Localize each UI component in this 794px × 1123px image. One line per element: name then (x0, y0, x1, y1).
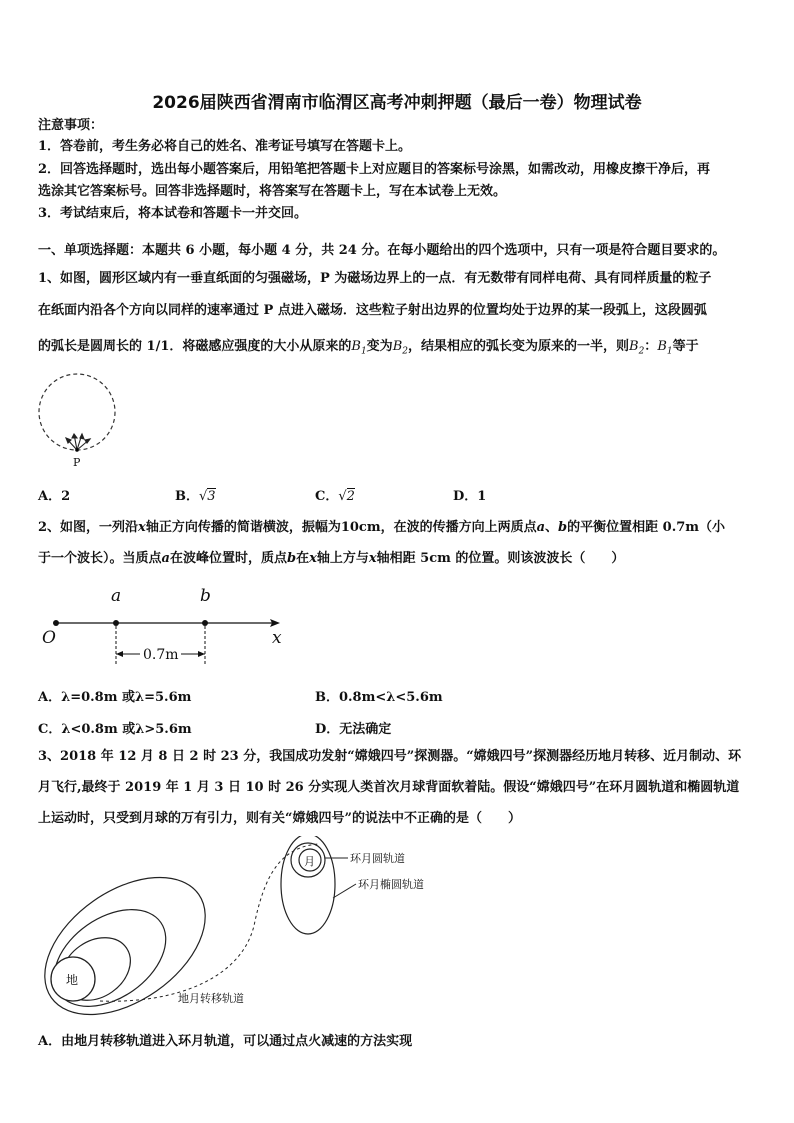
page-title: 2026届陕西省渭南市临渭区高考冲刺押题（最后一卷）物理试卷 (152, 93, 642, 113)
q2-symbol-x: x (309, 551, 317, 566)
sqrt-radicand: 2 (346, 489, 355, 504)
q1-text-part: ，结果相应的弧长变为原来的一半，则 (407, 339, 629, 354)
q2-option-b[interactable]: B．0.8m<λ<5.6m (315, 690, 443, 705)
q2-text-part: 轴上方与 (316, 551, 369, 566)
dim-arrowhead (116, 651, 123, 657)
q1-text-part: ： (644, 339, 658, 354)
transfer-orbit-label: 地月转移轨道 (178, 992, 244, 1005)
q3-text-line: 上运动时，只受到月球的万有引力，则有关“嫦娥四号”的说法中不正确的是（ ） (38, 811, 521, 826)
q2-text-part: 2、如图，一列沿 (38, 520, 139, 535)
ellip-orbit-leader (333, 884, 356, 898)
q3-text-line: 3、2018 年 12 月 8 日 2 时 23 分，我国成功发射“嫦娥四号”探测器。“嫦娥四号”探测器经历地月转移、近月制动、环 (38, 749, 742, 764)
q1-subscript: 1 (666, 346, 673, 357)
moon-label: 月 (304, 855, 315, 868)
q1-subscript: 1 (360, 346, 367, 357)
distance-label: 0.7m (143, 647, 179, 663)
dim-arrowhead (198, 651, 205, 657)
q2-option-a[interactable]: A．λ=0.8m 或λ=5.6m (38, 690, 192, 705)
circ-orbit-label: 环月圆轨道 (350, 852, 405, 865)
q2-symbol-a: a (161, 551, 170, 566)
q2-text-line-1 (38, 520, 725, 536)
q1-symbol-b1 (351, 339, 367, 357)
q1-subscript: 2 (638, 346, 645, 357)
q2-text-part: 、 (545, 520, 559, 535)
point-a (113, 620, 119, 626)
notice-item: 2．回答选择题时，选出每小题答案后，用铅笔把答题卡上对应题目的答案标号涂黑，如需改动，用橡皮擦干净后，再 (38, 162, 711, 177)
q2-text-part: 在 (296, 551, 310, 566)
q2-text-part: 在波峰位置时，质点 (169, 551, 287, 566)
q1-text-part: 的弧长是圆周长的 1/1．将磁感应强度的大小从原来的 (38, 339, 352, 354)
q1-subscript: 2 (402, 346, 408, 357)
point-b (202, 620, 208, 626)
q1-symbol-b2 (629, 339, 645, 357)
q2-figure (36, 582, 296, 672)
option-prefix: C． (315, 489, 339, 504)
q1-option-d[interactable]: D．1 (453, 489, 487, 504)
q2-symbol-x: x (138, 520, 146, 535)
q2-symbol-a: a (536, 520, 546, 535)
q1-option-c[interactable] (315, 485, 355, 504)
q1-text-part: 等于 (672, 339, 699, 354)
q2-option-c[interactable]: C．λ<0.8m 或λ>5.6m (38, 722, 192, 737)
q3-option-a[interactable]: A．由地月转移轨道进入环月轨道，可以通过点火减速的方法实现 (38, 1034, 413, 1049)
q1-figure (30, 372, 130, 472)
origin-point (53, 620, 59, 626)
q1-text-line: 1、如图，圆形区域内有一垂直纸面的匀强磁场，P 为磁场边界上的一点．有无数带有同样电荷、具有同样质量的粒子 (38, 271, 712, 286)
q1-symbol-b-letter: B (629, 339, 639, 354)
option-prefix: B． (175, 489, 199, 504)
ellip-orbit-label: 环月椭圆轨道 (358, 878, 424, 891)
point-p-label: P (73, 456, 81, 469)
earth-label: 地 (66, 973, 79, 987)
q2-symbol-x: x (368, 551, 377, 566)
q2-text-part: 的平衡位置相距 0.7m（小 (567, 520, 726, 535)
section-heading: 一、单项选择题：本题共 6 小题，每小题 4 分，共 24 分。在每小题给出的四个选项中，只有一项是符合题目要求的。 (38, 243, 726, 258)
transfer-orbit (100, 844, 320, 1001)
q2-symbol-b: b (558, 520, 568, 535)
notice-item: 1．答卷前，考生务必将自己的姓名、准考证号填写在答题卡上。 (38, 139, 412, 154)
q1-symbol-b-letter: B (657, 339, 667, 354)
point-b-label: b (200, 586, 211, 606)
sqrt-sign: √ (199, 489, 208, 504)
notice-item: 3．考试结束后，将本试卷和答题卡一并交回。 (38, 206, 308, 221)
sqrt-sign: √ (338, 489, 347, 504)
sqrt-radicand: 3 (207, 489, 216, 504)
q1-text-line: 在纸面内沿各个方向以同样的速率通过 P 点进入磁场．这些粒子射出边界的位置均处于边界的某一段弧上，这段圆弧 (38, 303, 707, 318)
notice-heading: 注意事项： (38, 118, 104, 133)
q2-text-line-2 (38, 551, 624, 567)
q1-symbol-b1 (657, 339, 673, 357)
q2-symbol-b: b (286, 551, 297, 566)
q3-figure (30, 836, 470, 1016)
q1-option-a[interactable]: A．2 (38, 489, 71, 504)
q1-text-part: 变为 (366, 339, 393, 354)
q3-text-line: 月飞行,最终于 2019 年 1 月 3 日 10 时 26 分实现人类首次月球背面软着陆。假设“嫦娥四号”在环月圆轨道和椭圆轨道 (38, 780, 740, 795)
q2-text-part: 于一个波长）。当质点 (38, 551, 162, 566)
notice-item: 选涂其它答案标号。回答非选择题时，将答案写在答题卡上，写在本试卷上无效。 (38, 184, 507, 199)
q2-option-d[interactable]: D．无法确定 (315, 722, 392, 737)
q2-text-part: 轴相距 5cm 的位置。则该波波长（ ） (376, 551, 625, 566)
q1-text-line-3 (38, 339, 699, 360)
x-axis-label: x (272, 628, 282, 648)
point-p (75, 448, 79, 452)
q2-text-part: 轴正方向传播的简谐横波，振幅为10cm，在波的传播方向上两质点 (145, 520, 537, 535)
magnetic-field-boundary (39, 374, 115, 450)
q1-symbol-b-letter: B (392, 339, 403, 354)
q1-symbol-b-letter: B (351, 339, 361, 354)
velocity-arrows (66, 434, 90, 450)
origin-label: O (42, 628, 56, 648)
q1-option-b[interactable] (175, 485, 216, 504)
q1-symbol-b2 (392, 339, 408, 357)
point-a-label: a (111, 586, 122, 606)
